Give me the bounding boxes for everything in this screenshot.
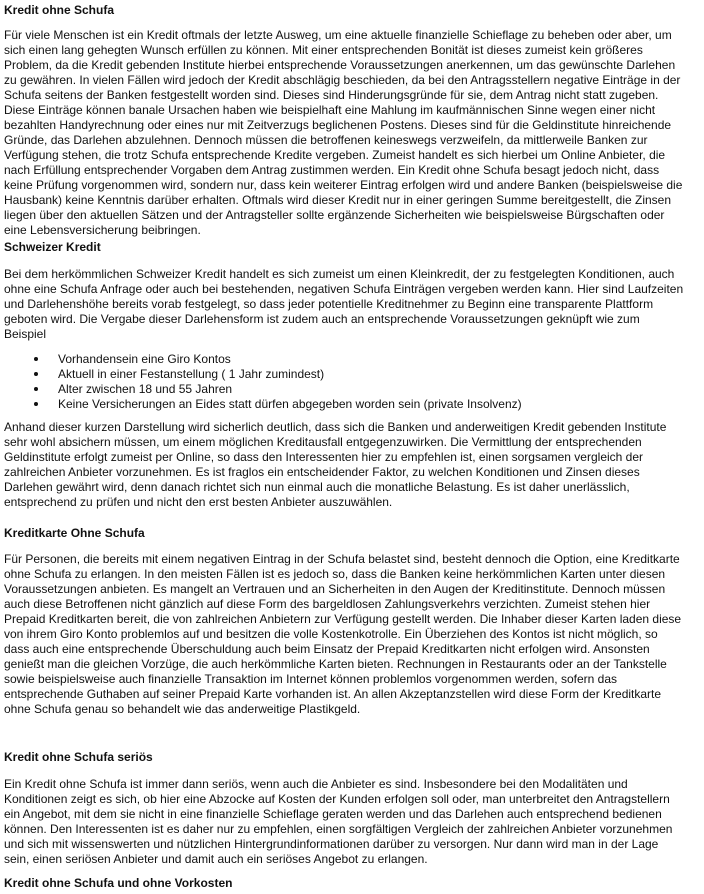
text-line: Für Personen, die bereits mit einem negativen Eintrag in der Schufa belastet sind, besteht dennoch die Option, eine Kreditkarte <box>4 552 680 566</box>
heading-kredit-ohne-schufa-ohne-vorkosten: Kredit ohne Schufa und ohne Vorkosten <box>4 876 233 890</box>
text-line: liegen über den aktuellen Sätzen und der Antragsteller sollte ergänzende Sicherheiten wie beispielsweise Bürgschaften oder <box>4 208 665 222</box>
paragraph-schweizer-kredit <box>4 267 683 342</box>
text-line: Verfügung stehen, die trotz Schufa entsprechende Kredite vergeben. Zumeist handelt es sich hierbei um Online Anbieter, die <box>4 148 666 162</box>
heading-kredit-ohne-schufa: Kredit ohne Schufa <box>4 3 115 17</box>
text-line: Voraussetzungen anbieten. Es mangelt an Vertrauen und an Sicherheiten in den Augen der Kreditinstitute. Dennoch müssen <box>4 582 666 596</box>
text-line: eine Lebensversicherung beibringen. <box>4 223 201 237</box>
bullet-icon <box>34 402 38 406</box>
text-line: ohne Schufa zu erlangen. In den meisten Fällen ist es jedoch so, dass die Banken keine herkömmlichen Karten unter diesen <box>4 567 666 581</box>
text-line: nach Erfüllung entsprechender Vorgaben dem Antrag zustimmen werden. Ein Kredit ohne Schufa besagt jedoch nicht, dass <box>4 163 660 177</box>
text-line: Ein Kredit ohne Schufa ist immer dann seriös, wenn auch die Anbieter es sind. Insbesondere bei den Modalitäten und <box>4 777 628 791</box>
text-line: entsprechende Guthaben auf seiner Prepaid Karte vorhanden ist. An allen Akzeptanzstellen wird diese Form der Kreditkarte <box>4 687 662 701</box>
text-line: Schufa seitens der Banken festgestellt worden sind. Dieses sind Hinderungsgründe für sie, dem Antrag nicht statt zugeben. <box>4 88 659 102</box>
paragraph-kreditkarte-ohne-schufa <box>4 552 681 717</box>
text-line: zu gewähren. In vielen Fällen wird jedoch der Kredit abschlägig beschieden, da bei den Antragsstellern negative Einträge in der <box>4 73 681 87</box>
text-line: auch diese Betroffenen nicht gänzlich auf diese Form des bargeldlosen Zahlungsverkehrs verzichten. Zumeist stehen hier <box>4 597 651 611</box>
requirements-list <box>4 352 522 412</box>
text-line: Bei dem herkömmlichen Schweizer Kredit handelt es sich zumeist um einen Kleinkredit, der zu festgelegten Konditionen, auch <box>4 267 675 281</box>
text-line: sowie beispielsweise auch finanzielle Transaktion im Internet können problemlos vorgenommen werden, sofern das <box>4 672 617 686</box>
text-line: Konditionen zeigt es sich, ob hier eine Abzocke auf Kosten der Kunden erfolgen soll oder, man unterbreitet den Antragstellern <box>4 792 670 806</box>
list-item-text: Alter zwischen 18 und 55 Jahren <box>58 382 233 396</box>
heading-kredit-ohne-schufa-serioes: Kredit ohne Schufa seriös <box>4 750 153 764</box>
text-line: keine Prüfung vorgenommen wird, sondern nur, dass kein weiterer Eintrag erfolgen wird und andere Banken (beispielsweise die <box>4 178 683 192</box>
text-line: Hausbank) keine Kenntnis darüber erhalten. Oftmals wird dieser Kredit nur in einer geringen Summe bereitgestellt, die Zinsen <box>4 193 672 207</box>
text-line: bezahlten Handyrechnung oder eines nur mit Zeitverzugs beglichenen Postens. Dieses sind für die Geldinstitute hinreichende <box>4 118 672 132</box>
list-item-text: Keine Versicherungen an Eides statt dürfen abgegeben worden sein (private Insolvenz) <box>58 397 522 411</box>
bullet-icon <box>34 387 38 391</box>
text-line: Darlehen gewährt wird, denn danach richtet sich nun einmal auch die monatliche Belastung. Es ist daher unerlässlich, <box>4 480 630 494</box>
text-line: Gründe, das Darlehen abzulehnen. Dennoch müssen die betroffenen keineswegs verzweifeln, da mittlerweile Banken zur <box>4 133 648 147</box>
text-line: Anhand dieser kurzen Darstellung wird sicherlich deutlich, dass sich die Banken und anderweitigen Kredit gebenden Institute <box>4 420 667 434</box>
list-item <box>4 352 522 367</box>
text-line: sehr wohl absichern müssen, um einem möglichen Kreditausfall entgegenzuwirken. Die Vermittlung der entsprechenden <box>4 435 642 449</box>
bullet-icon <box>34 357 38 361</box>
text-line: geboten wird. Die Vergabe dieser Darlehensform ist zudem auch an entsprechende Voraussetzungen geknüpft wie zum <box>4 312 640 326</box>
list-item <box>4 397 522 412</box>
paragraph-schweizer-kredit-conclusion <box>4 420 666 510</box>
list-item-text: Aktuell in einer Festanstellung ( 1 Jahr zumindest) <box>58 367 325 381</box>
text-line: Problem, da die Kredit gebenden Institute hierbei entsprechende Voraussetzungen anerkennen, um das gewünschte Darlehen <box>4 58 676 72</box>
text-line: ohne eine Schufa Anfrage oder auch bei bestehenden, negativen Schufa Einträgen vergeben werden kann. Hier sind Laufzeiten <box>4 282 684 296</box>
list-item <box>4 382 522 397</box>
text-line: sich einen lang gehegten Wunsch erfüllen zu können. Mit einer entsprechenden Bonität ist dieses zumeist kein größeres <box>4 43 643 57</box>
text-line: und sich mit wissenswerten und nützlichen Hintergrundinformationen darüber zu versorgen. Nur dann wird man in der Lage <box>4 837 659 851</box>
heading-schweizer-kredit: Schweizer Kredit <box>4 240 101 254</box>
text-line: Prepaid Kreditkarten bereit, die von zahlreichen Anbietern zur Verfügung gestellt werden. Die Inhaber dieser Karten laden diese <box>4 612 682 626</box>
list-item-text: Vorhandensein eine Giro Kontos <box>58 352 231 366</box>
bullet-icon <box>34 372 38 376</box>
text-line: ohne Schufa genau so behandelt wie das anderweitige Plastikgeld. <box>4 702 361 716</box>
list-item <box>4 367 522 382</box>
text-line: sein, einen seriösen Anbieter und damit auch ein seriöses Angebot zu erlangen. <box>4 852 428 866</box>
text-line: können. Den Interessenten ist es daher nur zu empfehlen, einen sorgfältigen Vergleich der zahlreichen Anbieter vorzunehmen <box>4 822 673 836</box>
text-line: genießt man die gleichen Vorzüge, die auch herkömmliche Karten bieten. Rechnungen in Restaurants oder an der Tankstelle <box>4 657 667 671</box>
text-line: Geldinstitute erfolgt zumeist per Online, so dass den Interessenten hier zu empfehlen ist, einen sorgsamen vergleich der <box>4 450 644 464</box>
text-line: Diese Einträge können banale Ursachen haben wie beispielhaft eine Mahlung im kaufmännischen Sinne wegen einer nicht <box>4 103 656 117</box>
paragraph-kredit-ohne-schufa-serioes <box>4 777 672 867</box>
text-line: von ihrem Giro Konto problemlos auf und besitzen die volle Kostenkotrolle. Ein Überziehen des Kontos ist nicht möglich, so <box>4 627 658 641</box>
text-line: Für viele Menschen ist ein Kredit oftmals der letzte Ausweg, um eine aktuelle finanzielle Schieflage zu beheben oder aber, um <box>4 28 672 42</box>
text-line: Beispiel <box>4 327 47 341</box>
text-line: dass auch eine entsprechende Überschuldung auch beim Einsatz der Prepaid Kreditkarten nicht erfolgen wird. Ansonsten <box>4 642 650 656</box>
text-line: zahlreichen Anbieter vorzunehmen. Es ist fraglos ein entscheidender Faktor, zu welchen Konditionen und Zinsen dieses <box>4 465 640 479</box>
heading-kreditkarte-ohne-schufa: Kreditkarte Ohne Schufa <box>4 526 145 540</box>
paragraph-kredit-ohne-schufa <box>4 28 682 238</box>
text-line: entsprechend zu prüfen und nicht den erst besten Anbieter auszuwählen. <box>4 495 393 509</box>
text-line: und Darlehenshöhe bereits vorab festgelegt, so dass jeder potentielle Kreditnehmer zu Beginn eine transparente Plattform <box>4 297 654 311</box>
text-line: ein Angebot, mit dem sie nicht in eine finanzielle Schieflage geraten werden und das Darlehen auch entsprechend bedienen <box>4 807 662 821</box>
